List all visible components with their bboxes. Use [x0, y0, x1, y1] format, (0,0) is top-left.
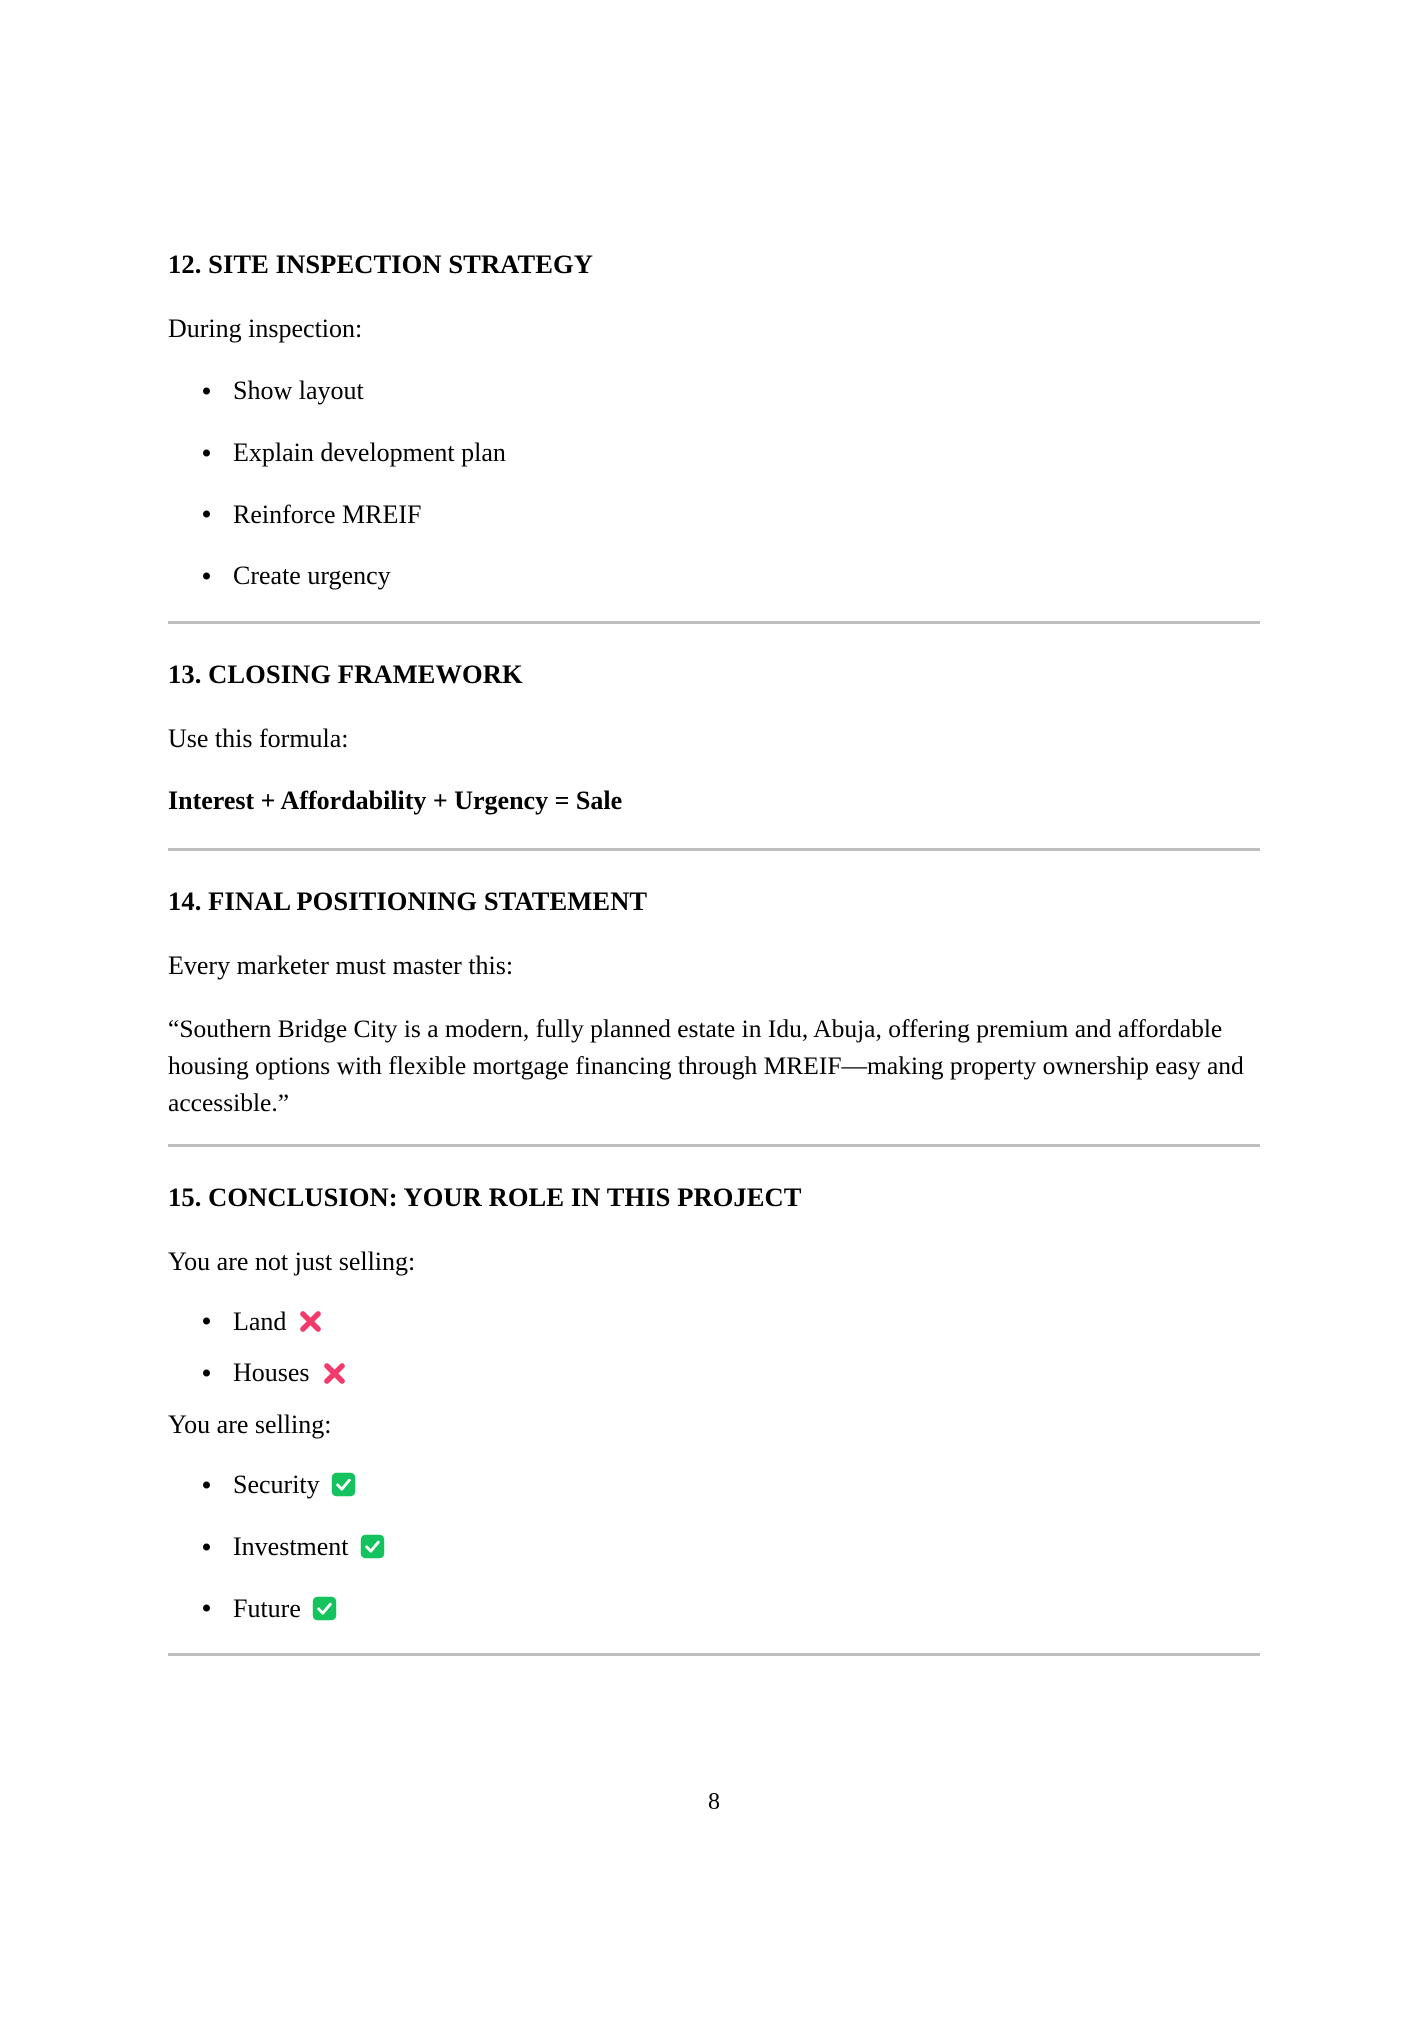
section-divider — [168, 1653, 1260, 1656]
cross-mark-icon — [321, 1360, 348, 1387]
divider-wrap-3 — [168, 1144, 1260, 1147]
divider-wrap-2 — [168, 848, 1260, 851]
list-item — [168, 374, 1260, 408]
check-mark-icon — [312, 1596, 337, 1621]
page-number: 8 — [708, 1789, 720, 1815]
list-item — [168, 498, 1260, 532]
list-item — [168, 1592, 1260, 1626]
list-item — [168, 1468, 1260, 1502]
list-item-label: Create urgency — [233, 561, 391, 591]
list-item-label: Reinforce MREIF — [233, 499, 422, 529]
section-12-bullet-list — [168, 374, 1260, 593]
bullet-dot-icon — [203, 387, 210, 394]
section-divider — [168, 848, 1260, 851]
cross-mark-icon — [297, 1308, 324, 1335]
list-item — [168, 436, 1260, 470]
bullet-dot-icon — [203, 1543, 210, 1550]
bullet-dot-icon — [203, 1318, 210, 1325]
list-item-label: Security — [233, 1469, 320, 1499]
positioning-statement-quote: “Southern Bridge City is a modern, fully planned estate in Idu, Abuja, offering premium and affordable housing options with flexible mortgage financing through MREIF—making property ownership easy and accessible.” — [168, 1013, 1244, 1117]
section-15-positive-list — [168, 1468, 1260, 1625]
section-15-intro-positive: You are selling: — [168, 1410, 332, 1440]
bullet-dot-icon — [203, 573, 210, 580]
divider-wrap-1 — [168, 621, 1260, 624]
list-item-label: Land — [233, 1306, 287, 1336]
check-mark-icon — [360, 1534, 385, 1559]
section-15-heading: 15. CONCLUSION: YOUR ROLE IN THIS PROJECT — [168, 1181, 802, 1212]
section-14-intro: Every marketer must master this: — [168, 950, 514, 980]
bullet-dot-icon — [203, 1481, 210, 1488]
divider-wrap-4 — [168, 1653, 1260, 1656]
check-mark-icon — [331, 1472, 356, 1497]
section-12-intro: During inspection: — [168, 314, 363, 344]
section-12-heading: 12. SITE INSPECTION STRATEGY — [168, 249, 593, 279]
section-14-heading: 14. FINAL POSITIONING STATEMENT — [168, 885, 648, 916]
section-15-negative-list — [168, 1305, 1260, 1391]
list-item — [168, 559, 1260, 593]
list-item-label: Explain development plan — [233, 437, 506, 467]
list-item — [168, 1530, 1260, 1564]
section-15-intro-negative: You are not just selling: — [168, 1246, 416, 1276]
list-item-label: Investment — [233, 1531, 349, 1561]
section-14 — [168, 885, 1260, 1147]
section-divider — [168, 621, 1260, 624]
section-13-intro: Use this formula: — [168, 724, 349, 754]
bullet-dot-icon — [203, 1605, 210, 1612]
page-content — [168, 248, 1260, 1690]
bullet-dot-icon — [203, 449, 210, 456]
section-12 — [168, 248, 1260, 624]
list-item — [168, 1305, 1260, 1339]
list-item-label: Houses — [233, 1358, 310, 1388]
bullet-dot-icon — [203, 511, 210, 518]
list-item-label: Future — [233, 1593, 301, 1623]
section-15 — [168, 1181, 1260, 1657]
list-item-label: Show layout — [233, 375, 364, 405]
closing-formula: Interest + Affordability + Urgency = Sale — [168, 786, 623, 816]
bullet-dot-icon — [203, 1370, 210, 1377]
section-divider — [168, 1144, 1260, 1147]
section-13-heading: 13. CLOSING FRAMEWORK — [168, 659, 523, 690]
section-13 — [168, 658, 1260, 851]
list-item — [168, 1356, 1260, 1390]
